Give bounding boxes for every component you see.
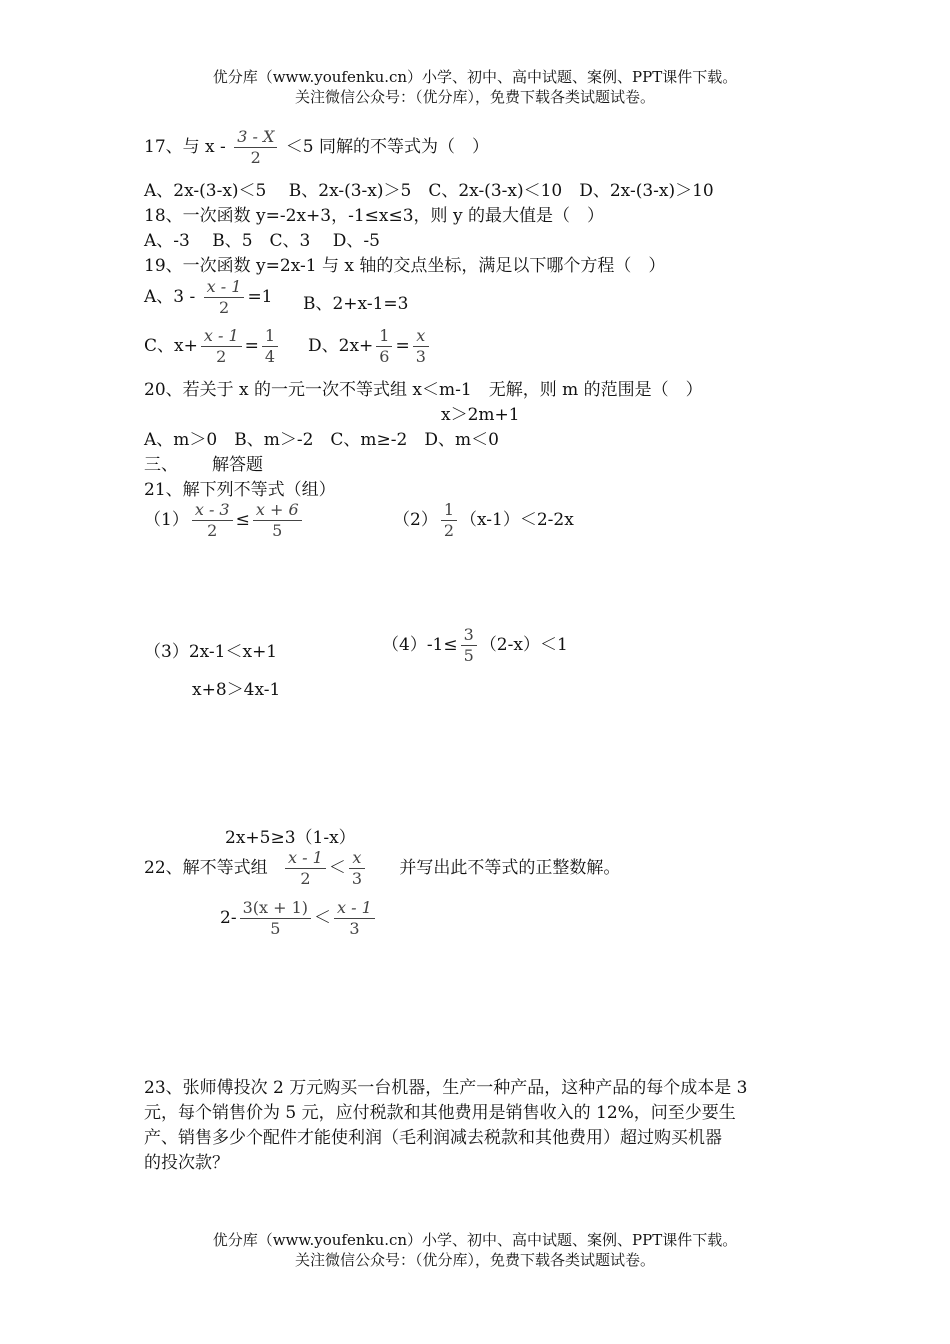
q21-p4-suffix: （2-x）＜1 (479, 635, 568, 655)
q21-p1-den-2: 5 (272, 521, 283, 540)
q23-line-1: 23、张师傅投次 2 万元购买一台机器，生产一种产品，这种产品的每个成本是 3 (144, 1078, 748, 1098)
q21-p1-den-1: 2 (207, 521, 218, 540)
q19-d-equals: = (395, 336, 410, 356)
q22-suffix: 并写出此不等式的正整数解。 (399, 858, 621, 878)
q19-c-fraction-1 (201, 326, 242, 367)
q21-part-1 (144, 500, 305, 541)
q19-option-b: B、2+x-1=3 (303, 294, 409, 314)
q21-p4-den: 5 (463, 646, 474, 665)
q22-l2-fraction-1 (240, 898, 311, 939)
q22-num-1: x - 1 (288, 848, 323, 867)
q22-l2-operator: ＜ (314, 908, 332, 928)
section-3-title: 解答题 (212, 455, 263, 475)
q21-extra-line: 2x+5≥3（1-x） (225, 828, 356, 848)
q21-p2-num: 1 (443, 500, 455, 519)
q19-c-num: x - 1 (203, 326, 239, 345)
q19-a-fraction (204, 277, 245, 318)
q21-p1-num-1: x - 3 (194, 500, 230, 519)
question-22 (144, 848, 620, 889)
q21-p2-suffix: （x-1）＜2-2x (460, 510, 574, 530)
q21-p4-prefix: （4）-1≤ (382, 635, 458, 655)
q19-d-num-2: x (416, 326, 426, 345)
q22-num-2: x (352, 848, 362, 867)
q17-options: A、2x-(3-x)＜5 B、2x-(3-x)＞5 C、2x-(3-x)＜10 D、2x-(3-x)＞10 (144, 181, 714, 201)
q19-c-equals: = (244, 336, 259, 356)
q19-d-prefix: D、2x+ (308, 336, 374, 356)
footer-line-2: 关注微信公众号：（优分库），免费下载各类试题试卷。 (294, 1251, 655, 1269)
q23-line-4: 的投次款？ (144, 1153, 229, 1173)
question-18: 18、一次函数 y=-2x+3，-1≤x≤3，则 y 的最大值是（ ） (144, 206, 604, 226)
q19-option-d (308, 326, 432, 367)
q17-fraction (234, 127, 277, 168)
q21-part-3-line-1: （3）2x-1＜x+1 (144, 642, 278, 662)
q22-l2-den-2: 3 (349, 919, 360, 938)
q19-option-a (144, 277, 273, 318)
header-line-1: 优分库（www.youfenku.cn）小学、初中、高中试题、案例、PPT课件下载。 (212, 68, 738, 86)
q22-l2-prefix: 2- (220, 908, 237, 928)
q19-a-prefix: A、3 - (144, 287, 196, 307)
q19-d-den: 6 (379, 347, 390, 366)
q18-options: A、-3 B、5 C、3 D、-5 (144, 231, 380, 251)
q22-l2-fraction-2 (334, 898, 375, 939)
q21-part-4 (382, 625, 568, 666)
q19-d-den-2: 3 (415, 347, 426, 366)
q21-p2-label: （2） (393, 510, 438, 530)
q23-line-2: 元，每个销售价为 5 元，应付税款和其他费用是销售收入的 12%，问至少要生 (144, 1103, 736, 1123)
question-21-title: 21、解下列不等式（组） (144, 480, 336, 500)
q19-a-den: 2 (218, 298, 230, 317)
q23-line-3: 产、销售多少个配件才能使利润（毛利润减去税款和其他费用）超过购买机器 (144, 1128, 722, 1148)
q21-p4-num: 3 (463, 625, 474, 644)
q19-c-den: 2 (216, 347, 227, 366)
q21-p1-fraction-1 (192, 500, 233, 541)
q22-fraction-2 (349, 848, 365, 889)
q19-c-den-2: 4 (264, 347, 276, 366)
q17-prefix: 17、与 x - (144, 137, 226, 157)
q20-system-line-2: x＞2m+1 (441, 405, 520, 425)
question-20: 20、若关于 x 的一元一次不等式组 x＜m-1 无解，则 m 的范围是（ ） (144, 380, 703, 400)
header-line-2: 关注微信公众号：（优分库），免费下载各类试题试卷。 (294, 88, 655, 106)
q21-p1-fraction-2 (253, 500, 302, 541)
q22-operator: ＜ (328, 858, 346, 878)
q22-fraction-1 (285, 848, 326, 889)
q17-frac-den: 2 (250, 148, 261, 167)
q22-l2-den-1: 5 (270, 919, 281, 938)
q21-p2-fraction (441, 500, 457, 541)
q19-d-num: 1 (379, 326, 390, 345)
q19-c-prefix: C、x+ (144, 336, 198, 356)
q22-den-2: 3 (351, 869, 363, 888)
q19-d-fraction-1 (376, 326, 392, 367)
q21-p1-label: （1） (144, 510, 189, 530)
q21-p4-fraction (461, 625, 477, 666)
q19-c-num-2: 1 (264, 326, 276, 345)
q22-den-1: 2 (300, 869, 311, 888)
q19-c-fraction-2 (262, 326, 278, 367)
q19-a-num: x - 1 (206, 277, 242, 296)
question-17 (144, 127, 489, 168)
q21-p1-num-2: x + 6 (255, 500, 299, 519)
q22-l2-num-2: x - 1 (337, 898, 372, 917)
q22-prefix: 22、解不等式组 (144, 858, 268, 878)
footer-line-1: 优分库（www.youfenku.cn）小学、初中、高中试题、案例、PPT课件下载。 (212, 1231, 738, 1249)
q21-part-2 (393, 500, 574, 541)
q22-l2-num-1: 3(x + 1) (242, 898, 309, 917)
q19-option-c (144, 326, 281, 367)
question-19: 19、一次函数 y=2x-1 与 x 轴的交点坐标，满足以下哪个方程（ ） (144, 256, 666, 276)
q21-p2-den: 2 (443, 521, 455, 540)
q21-p1-operator: ≤ (235, 510, 250, 530)
q19-a-suffix: =1 (247, 287, 273, 307)
q17-suffix: ＜5 同解的不等式为（ ） (285, 137, 489, 157)
q17-frac-num: 3 - X (237, 127, 275, 146)
q20-options: A、m＞0 B、m＞-2 C、m≥-2 D、m＜0 (144, 430, 499, 450)
q19-d-fraction-2 (413, 326, 429, 367)
section-3-label: 三、 (144, 455, 178, 475)
q22-line-2 (220, 898, 378, 939)
q21-part-3-line-2: x+8＞4x-1 (192, 680, 281, 700)
